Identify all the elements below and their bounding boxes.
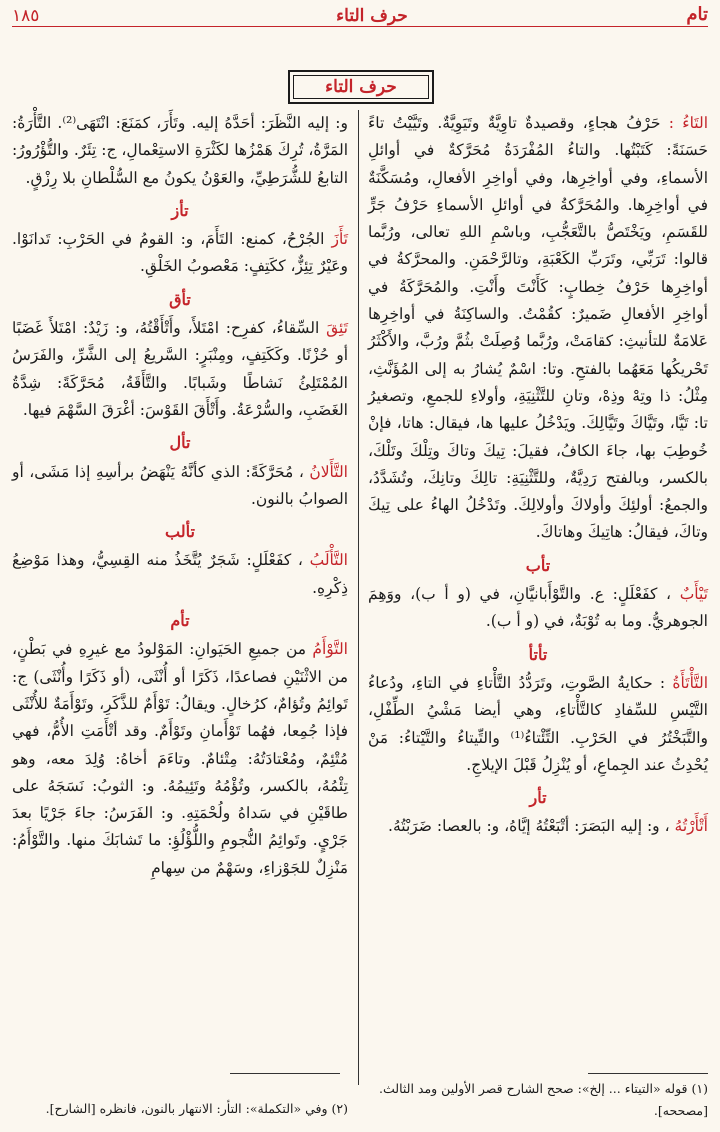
entry-root-heading: تأل xyxy=(169,433,191,453)
definition-text: ، كفَعْلَلٍ: شَجَرٌ يُتَّخَذُ منه القِسِيُّ، وهذا مَوْضِعُ ذِكْرِهِ. xyxy=(12,551,348,597)
entry-paragraph xyxy=(12,110,348,192)
definition-text: : حكايةُ الصَّوتِ، وتَرَدُّدُ التَّأْتاءِ في التاءِ، ودُعاءُ التَّيْسِ للسِّفادِ كالتَّأْتاءِ، وهي أيضا مَشْيُ الطِّفْلِ، والتَّبَخْتُرُ في الحَرْبِ. التِّئْتاءُ⁽¹⁾ والتِّيتاءُ والتَّيْتاءُ: مَنْ يُحْدِثُ عند الجِماعِ، أو يُنْزِلُ قَبْلَ الإيلاجِ. xyxy=(368,673,709,774)
entry-paragraph xyxy=(12,226,348,281)
definition-text: الجُرْحُ، كمنع: التَأَمَ، و: القومُ في الحَرْبِ: تَدانَوْا. وعَيْرٌ تِئِزٌّ، ككَتِفٍ: مَعْصوبُ الخَلْقِ. xyxy=(12,230,348,276)
chapter-title: حرف التاء xyxy=(312,6,432,26)
footnote-rule-left xyxy=(230,1073,340,1074)
entry-root-heading: تأم xyxy=(170,611,190,631)
definition-text: من جميعِ الحَيَوانِ: المَوْلودُ مع غيرِهِ في بَطْنٍ، من الاثْنَيْنِ فصاعدًا، ذَكَرًا أو أُنْثَى، (أو ذَكَرًا وأُنْثَى) ج: تَوائِمُ وتُؤامٌ، كرُخالٍ. ويقالُ: تَوْأَمٌ للذَّكَرِ، وتَوْأَمَةٌ للأُنْثَى فإذا جُمِعا، فهُما تَوْأَمانِ وتَوْأَمٌ. وقد أتْأَمَتِ الأُمُّ، فهي مُتْئِمٌ، ومُعْتادَتُهُ: مِتْئامٌ. وتاءَمَ أخاهُ: وُلِدَ معه، وهو تِئْمُهُ، بالكسر، وتُؤْمُهُ وتَئِيمُهُ. و: الثوبُ: نَسَجَهُ على طاقَيْنِ في سَداهُ ولُحْمَتِهِ. و: الفَرَسُ: جاءَ جَرْيًا بعدَ جَرْيٍ. وتَوائِمُ النُّجومِ واللُّؤْلُؤِ: ما تَشابَكَ منها. والتَّوْأَمُ: مَنْزِلٌ للجَوْزاءِ، وسَهْمٌ من سِهامِ xyxy=(12,640,348,877)
entry-paragraph xyxy=(368,670,708,779)
entry-root-heading: تأز xyxy=(171,200,189,220)
entry-paragraph xyxy=(12,315,348,424)
headword: التَّأَلانُ xyxy=(303,462,348,481)
page-number: ١٨٥ xyxy=(12,6,47,26)
definition-text: ، و: إليه البَصَرَ: أتْبَعْتُهُ إيَّاهُ، و: بالعصا: ضَرَبْتُهُ. xyxy=(388,817,670,836)
entry-root-heading: تأر xyxy=(529,788,547,808)
headword: التَّأْلَبُ xyxy=(302,551,348,570)
headword: التَاءُ : xyxy=(660,114,709,132)
headword: تَئِقَ xyxy=(319,319,348,338)
entry-paragraph xyxy=(12,459,348,514)
right-column xyxy=(368,110,708,841)
entry-root-heading: تألب xyxy=(165,522,195,542)
entry-paragraph xyxy=(12,636,348,882)
headword: التَّوْأَمُ xyxy=(306,640,348,659)
entry-paragraph xyxy=(368,581,708,636)
headword: أَتْأَرْتُهُ xyxy=(669,817,708,836)
column-divider xyxy=(358,110,359,1085)
entry-root-heading: تأق xyxy=(169,289,191,309)
headword: التَّأْتَأَةُ xyxy=(665,673,708,692)
definition-text: السِّقاءُ، كفرِح: امْتَلأَ، وأَتْأَقْتُهُ، و: زَيْدٌ: امْتَلأَ غَضَبًا أو حُزْنًا. وكَكَتِفٍ، ومِنْبَرٍ: السَّريعُ إلى الشَّرِّ، والفَرَسُ المُمْتَلِئُ نَشاطًا وشَبابًا. والتَّأَقَةُ، مُحَرَّكَةً: شِدَّةُ الغَضَبِ، والسُّرْعَةُ. وأَتْأَقَ القَوْسَ: أغْرَقَ السَّهْمَ فيها. xyxy=(12,319,348,419)
entry-root-heading: تأب xyxy=(525,555,551,575)
definition-text: ، كفَعْلَلٍ: ع. والتَّوْأَبانيَّانِ، في (و أ ب)، ووَهِمَ الجوهريُّ. وما به تُوْبَةٌ، في (و أ ب). xyxy=(368,585,708,631)
header-rule xyxy=(12,26,708,27)
definition-text: حَرْفُ هجاءٍ، وقصيدةٌ تاوِيَّةٌ وتَيَوِيَّةٌ. وتَيَّيْتُ تاءً حَسَنَةً: كَتَبْتُها. والتاءُ المُفْرَدَةُ مُحَرَّكةٌ في أوائلِ الأسماءِ، وفي أواخِرِها، وفي أواخِرِ الأفعالِ، ومُسَكَّنَةٌ في أواخِرِها. والمُحَرَّكةُ في أوائلِ الأسماءِ حَرْفُ جَرٍّ للقَسَمِ، ويَخْتَصُّ بالتَّعَجُّبِ، وباسْمِ اللهِ تعالى، ورُبَّما قالوا: تَرَبِّي، وتَرَبِّ الكَعْبَةِ، وتالرَّحْمَنِ. والمحرَّكةُ في أواخِرِها حَرْفُ خِطابٍ: كَأَنْتَ وأَنْتِ. والمُحَرَّكَةُ في أواخِرِ الأفعالِ ضَميرٌ: كقُمْتُ. والساكِنَةُ في أواخِرِها عَلامَةٌ للتأنيثِ: كقامَتْ، ورُبَّما وُصِلَتْ بثُمَّ ورُبَّ، والأَكْثَرُ تَحْريكُها مَعَهُما بالفتحِ. وتا: اسْمٌ يُشارُ به إلى المُؤَنَّثِ، مِثْلُ: ذا وتِهْ وذِهْ، وتانِ للتَّثْنِيَةِ، وأولاءِ للجمعِ، وتصغيرُ تا: تَيَّا، وتَيَّاكَ وتَيَّالِكَ. ويَدْخُلُ عليها ها، فيقال: هاتا، فإنْ خُوطِبَ بها، جاءَ الكافُ، فقيلَ: تِيكَ وتاكَ وتِلْكَ وتَلْكَ، بالكسر، وبالفتح رَدِيَّةٌ، وللتَّثْنِيَةِ: تالِكَ وتانِكَ، وتُشَدَّدُ، والجمعُ: أولئِكَ وأولاكَ وأولالِكَ. وتَدْخُلُ الهاءُ على تِيكَ وتاكَ، فيقالُ: هاتِيكَ وهاتاكَ. xyxy=(368,114,708,542)
footnote-right: (١) قوله «التيتاء ... إلخ»: صحح الشارح قصر الأولين ومد الثالث. [مصححه]. xyxy=(379,1081,708,1118)
entry-paragraph xyxy=(368,813,708,840)
entry-paragraph xyxy=(12,547,348,602)
headword: تَأَزَ xyxy=(324,230,348,249)
footnote-left: (٢) وفي «التكملة»: التأر: الانتهار بالنون، فانظره [الشارح]. xyxy=(45,1101,348,1116)
headword: تَيْأَبٌ xyxy=(671,585,708,604)
definition-text: و: إليه النَّظَرَ: أحَدَّهُ إليه. وتَأَرَ، كمَنَعَ: انْتَهَى⁽²⁾. التَّأْرَةُ: المَرَّةُ، تُرِكَ هَمْزُها لكَثْرَةِ الاستِعْمالِ، ج: تِئَرٌ. والتُّؤْرُورُ: التابعُ للشُّرَطِيِّ، والعَوْنُ يكونُ مع السُّلْطانِ بلا رِزْقٍ. xyxy=(12,114,348,187)
header-guide-word: تام xyxy=(678,4,708,25)
footnote-rule-right xyxy=(588,1073,708,1074)
entry-root-heading: تأتأ xyxy=(528,644,548,664)
section-title-box: حرف التاء xyxy=(288,70,434,104)
entry-paragraph xyxy=(368,110,708,547)
left-column xyxy=(12,110,348,882)
page-header xyxy=(12,2,708,42)
definition-text: ، مُحَرَّكَةً: الذي كأنَّهُ يَنْهَضُ برأسِهِ إذا مَشَى، أو الصوابُ بالنون. xyxy=(12,462,348,508)
